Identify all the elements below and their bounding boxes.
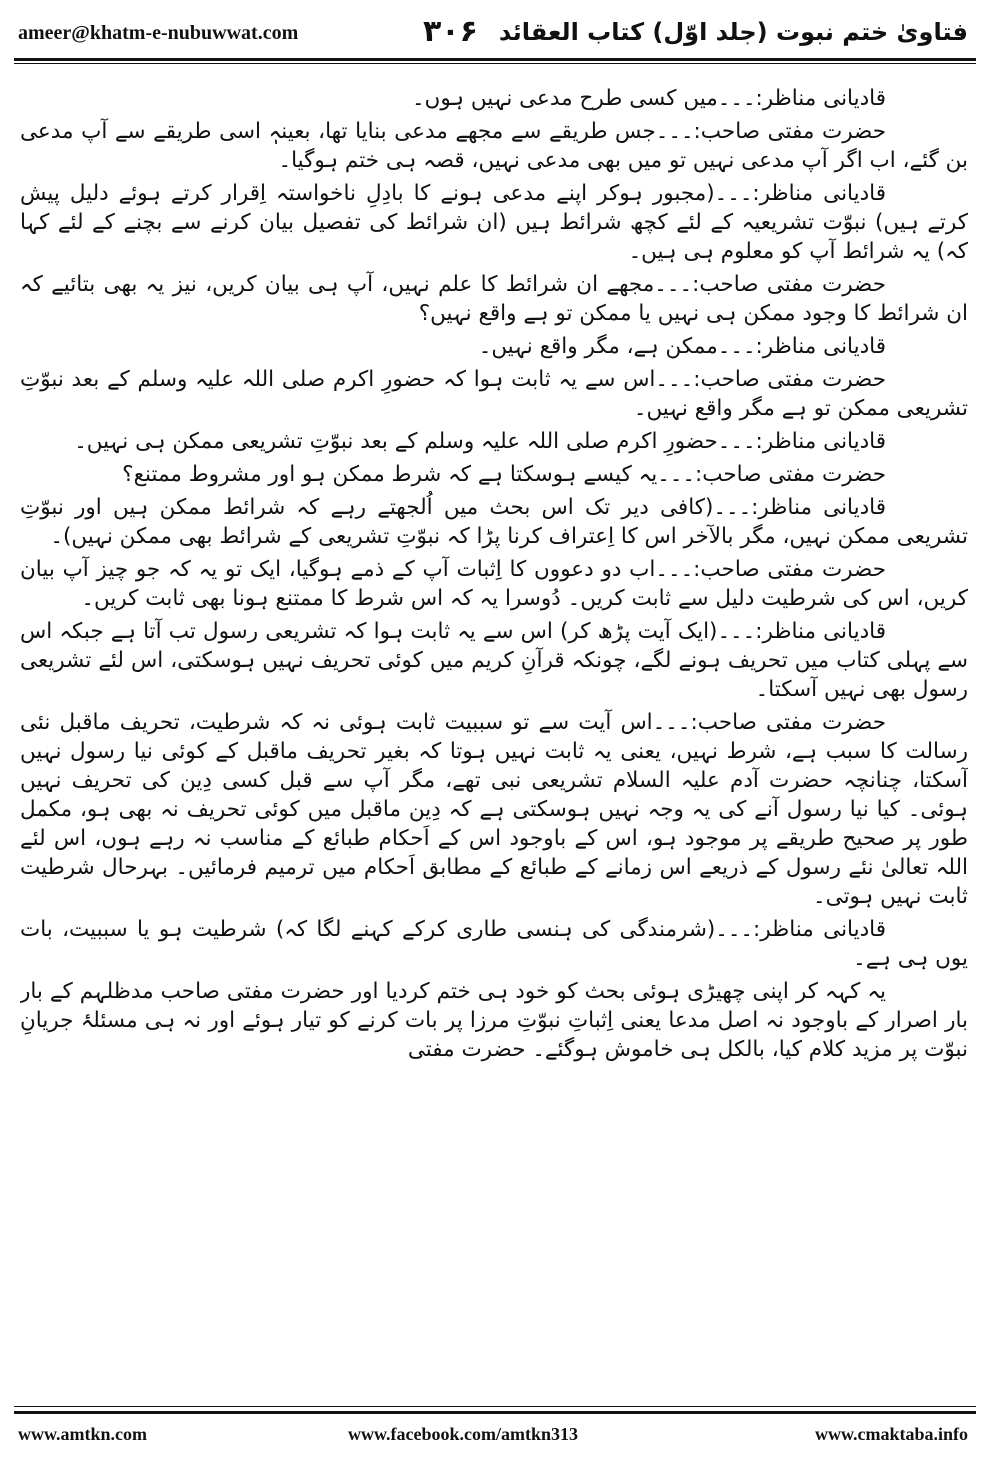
paragraph-text: اس سے یہ ثابت ہوا کہ حضورِ اکرم صلی اللہ علیہ وسلم کے بعد نبوّتِ تشریعی ممکن تو ہے مگر واقع نہیں۔ (20, 367, 968, 422)
paragraph-text: (مجبور ہوکر اپنے مدعی ہونے کا بادِلِ ناخواستہ اِقرار کرتے ہوئے دلیل پیش کرتے ہیں) نبوّت تشریعیہ کے لئے کچھ شرائط ہیں (ان شرائط کی تفصیل بیان کرنے سے بچنے کے لئے کہا کہ) یہ شرائط آپ کو معلوم ہی ہیں۔ (20, 181, 968, 265)
paragraph (20, 915, 968, 973)
paragraph-text: (ایک آیت پڑھ کر) اس سے یہ ثابت ہوا کہ تشریعی رسول تب آتا ہے جبکہ اس سے پہلی کتاب میں تحریف ہونے لگے، چونکہ قرآنِ کریم میں کوئی تحریف نہیں ہوسکتی، اس لئے تشریعی رسول بھی نہیں آسکتا۔ (20, 619, 968, 703)
page-footer (18, 1424, 968, 1448)
speaker-label: حضرت مفتی صاحب:۔۔۔ (657, 462, 886, 488)
paragraph-text: (شرمندگی کی ہنسی طاری کرکے کہنے لگا کہ) شرطیت ہو یا سببیت، بات یوں ہی ہے۔ (20, 917, 968, 972)
speaker-label: قادیانی مناظر:۔۔۔ (715, 917, 886, 943)
page-number: ۳۰۶ (423, 14, 478, 49)
speaker-label: قادیانی مناظر:۔۔۔ (714, 181, 886, 207)
footer-website-left: www.amtkn.com (18, 1424, 147, 1444)
paragraph (20, 179, 968, 266)
paragraph (20, 460, 968, 489)
speaker-label: حضرت مفتی صاحب:۔۔۔ (652, 710, 886, 736)
speaker-label: قادیانی مناظر:۔۔۔ (717, 334, 886, 360)
paragraph (20, 332, 968, 361)
page-body (20, 84, 968, 1376)
paragraph-text: ممکن ہے، مگر واقع نہیں۔ (478, 334, 718, 360)
paragraph-text: یہ کیسے ہوسکتا ہے کہ شرط ممکن ہو اور مشروط ممتنع؟ (122, 462, 658, 488)
paragraph (20, 977, 968, 1064)
paragraph-text: مجھے ان شرائط کا علم نہیں، آپ ہی بیان کریں، نیز یہ بھی بتائیے کہ ان شرائط کا وجود ممکن ہی نہیں یا ممکن تو ہے واقع نہیں؟ (20, 272, 968, 327)
page-header (18, 14, 968, 54)
paragraph-text: اب دو دعووں کا اِثبات آپ کے ذمے ہوگیا، ایک تو یہ کہ جو چیز آپ بیان کریں، اس کی شرطیت دلیل سے ثابت کریں۔ دُوسرا یہ کہ اس شرط کا ممتنع ہونا بھی ثابت کریں۔ (20, 557, 968, 612)
paragraph-text: میں کسی طرح مدعی نہیں ہوں۔ (411, 86, 718, 111)
paragraph (20, 708, 968, 911)
speaker-label: حضرت مفتی صاحب:۔۔۔ (655, 119, 886, 145)
header-rule-thin (14, 63, 976, 64)
speaker-label: قادیانی مناظر:۔۔۔ (717, 619, 886, 645)
paragraph (20, 427, 968, 456)
paragraph-text: جس طریقے سے مجھے مدعی بنایا تھا، بعینہٖ اسی طریقے سے آپ مدعی بن گئے، اب اگر آپ مدعی نہیں تو میں بھی مدعی نہیں، قصہ ہی ختم ہوگیا۔ (20, 119, 968, 174)
paragraph-text: حضورِ اکرم صلی اللہ علیہ وسلم کے بعد نبوّتِ تشریعی ممکن ہی نہیں۔ (74, 429, 718, 455)
footer-rule-thick (14, 1411, 976, 1414)
speaker-label: قادیانی مناظر:۔۔۔ (717, 86, 886, 111)
speaker-label: حضرت مفتی صاحب:۔۔۔ (655, 367, 886, 393)
speaker-label: حضرت مفتی صاحب:۔۔۔ (654, 272, 886, 298)
speaker-label: حضرت مفتی صاحب:۔۔۔ (655, 557, 886, 583)
header-rule-thick (14, 58, 976, 61)
speaker-label: قادیانی مناظر:۔۔۔ (717, 429, 886, 455)
paragraph (20, 84, 968, 113)
paragraph (20, 117, 968, 175)
paragraph-text: (کافی دیر تک اس بحث میں اُلجھتے رہے کہ شرائط ممکن ہیں اور نبوّتِ تشریعی ممکن نہیں، مگر بالآخر اس کا اِعتراف کرنا پڑا کہ نبوّتِ تشریعی کے شرائط بھی ممکن نہیں)۔ (20, 495, 968, 550)
paragraph (20, 493, 968, 551)
footer-rule-thin (14, 1406, 976, 1407)
footer-facebook-link: www.facebook.com/amtkn313 (348, 1424, 578, 1444)
speaker-label: قادیانی مناظر:۔۔۔ (713, 495, 886, 521)
footer-website-right: www.cmaktaba.info (814, 1424, 968, 1444)
paragraph (20, 555, 968, 613)
book-title: فتاویٰ ختم نبوت (جلد اوّل) کتاب العقائد (498, 18, 968, 46)
header-email: ameer@khatm-e-nubuwwat.com (18, 22, 299, 44)
paragraph (20, 365, 968, 423)
paragraph (20, 270, 968, 328)
paragraph-text: یہ کہہ کر اپنی چھیڑی ہوئی بحث کو خود ہی ختم کردیا اور حضرت مفتی صاحب مدظلہم کے بار بار اصرار کے باوجود نہ اصل مدعا یعنی اِثباتِ نبوّتِ مرزا پر بات کرنے کو تیار ہوئے اور نہ ہی مسئلۂ جریانِ نبوّت پر مزید کلام کیا، بالکل ہی خاموش ہوگئے۔ حضرت مفتی (20, 979, 968, 1063)
paragraph (20, 617, 968, 704)
paragraph-text: اس آیت سے تو سببیت ثابت ہوئی نہ کہ شرطیت، تحریف ماقبل نئی رسالت کا سبب ہے، شرط نہیں، یعنی یہ ثابت نہیں ہوتا کہ بغیر تحریف ماقبل کے کوئی نیا رسول نہیں آسکتا، چنانچہ حضرت آدم علیہ السلام تشریعی نبی تھے، مگر آپ سے قبل کسی دِین کی تحریف نہیں ہوئی۔ کیا نیا رسول آنے کی یہ وجہ نہیں ہوسکتی ہے کہ دِین ماقبل میں کوئی تحریف نہ بھی ہو، مکمل طور پر صحیح طریقے پر موجود ہو، اس کے باوجود اس کے اَحکام طبائع کے مناسب نہ رہے ہوں، اس لئے اللہ تعالیٰ نئے رسول کے ذریعے اس زمانے کے طبائع کے مطابق اَحکام میں ترمیم فرمائیں۔ بہرحال شرطیت ثابت نہیں ہوتی۔ (20, 710, 968, 910)
